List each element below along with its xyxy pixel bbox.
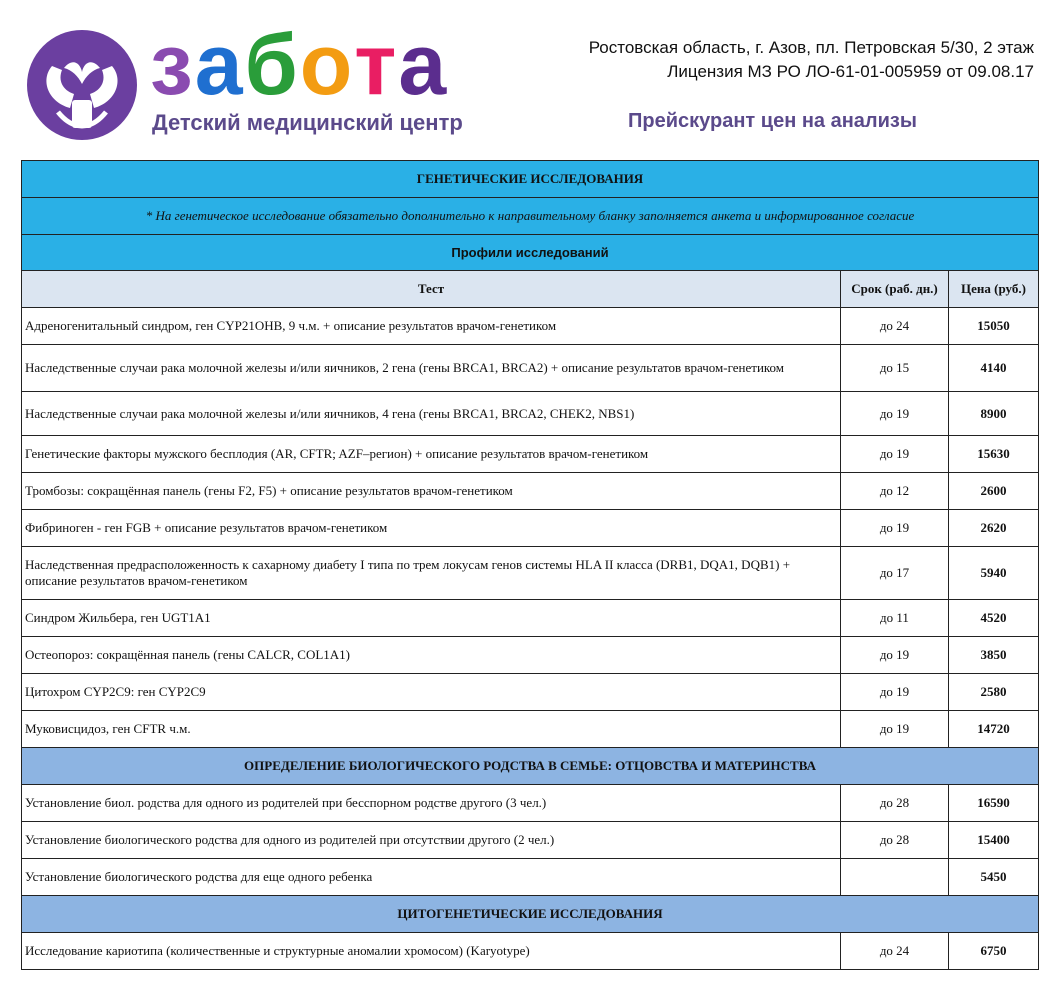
test-term: до 19 xyxy=(841,637,949,674)
test-term: до 24 xyxy=(841,308,949,345)
table-row xyxy=(22,473,1039,510)
test-price: 2620 xyxy=(949,510,1039,547)
brand-letter: з xyxy=(150,17,195,113)
column-header-test: Тест xyxy=(22,271,841,308)
brand-letter: т xyxy=(354,17,399,113)
test-name: Фибриноген - ген FGB + описание результатов врачом-генетиком xyxy=(22,510,841,547)
profiles-label: Профили исследований xyxy=(22,235,1039,271)
test-name: Наследственные случаи рака молочной железы и/или яичников, 4 гена (гены BRCA1, BRCA2, CHEK2, NBS1) xyxy=(22,392,841,436)
test-name: Тромбозы: сокращённая панель (гены F2, F5) + описание результатов врачом-генетиком xyxy=(22,473,841,510)
profiles-row xyxy=(22,235,1039,271)
test-name: Муковисцидоз, ген CFTR ч.м. xyxy=(22,711,841,748)
test-name: Адреногенитальный синдром, ген CYP21OHB, 9 ч.м. + описание результатов врачом-генетиком xyxy=(22,308,841,345)
genetic-note: * На генетическое исследование обязательно дополнительно к направительному бланку заполняется анкета и информированное согласие xyxy=(22,198,1039,235)
test-term: до 28 xyxy=(841,822,949,859)
table-row xyxy=(22,822,1039,859)
care-emblem-icon xyxy=(22,28,142,142)
section-genetic-title: ГЕНЕТИЧЕСКИЕ ИССЛЕДОВАНИЯ xyxy=(22,161,1039,198)
test-name: Остеопороз: сокращённая панель (гены CALCR, COL1A1) xyxy=(22,637,841,674)
test-price: 2600 xyxy=(949,473,1039,510)
test-name: Наследственная предрасположенность к сахарному диабету I типа по трем локусам генов системы HLA II класса (DRB1, DQA1, DQB1) + описание результатов врачом-генетиком xyxy=(22,547,841,600)
column-header-price: Цена (руб.) xyxy=(949,271,1039,308)
price-table xyxy=(21,160,1039,970)
section-row xyxy=(22,161,1039,198)
table-row xyxy=(22,308,1039,345)
test-price: 14720 xyxy=(949,711,1039,748)
brand-subtitle: Детский медицинский центр xyxy=(152,110,463,135)
table-row xyxy=(22,510,1039,547)
table-row xyxy=(22,637,1039,674)
table-row xyxy=(22,392,1039,436)
table-row xyxy=(22,785,1039,822)
test-term: до 19 xyxy=(841,436,949,473)
table-row xyxy=(22,345,1039,392)
brand-letter: а xyxy=(194,17,245,113)
test-term: до 19 xyxy=(841,392,949,436)
test-name: Исследование кариотипа (количественные и структурные аномалии хромосом) (Karyotype) xyxy=(22,933,841,970)
test-price: 6750 xyxy=(949,933,1039,970)
address-line: Ростовская область, г. Азов, пл. Петровская 5/30, 2 этаж xyxy=(588,38,1034,57)
test-term: до 11 xyxy=(841,600,949,637)
test-name: Цитохром CYP2C9: ген CYP2C9 xyxy=(22,674,841,711)
test-name: Установление биол. родства для одного из родителей при бесспорном родстве другого (3 чел.) xyxy=(22,785,841,822)
brand-wordmark xyxy=(150,17,449,113)
test-name: Наследственные случаи рака молочной железы и/или яичников, 2 гена (гены BRCA1, BRCA2) + описание результатов врачом-генетиком xyxy=(22,345,841,392)
test-name: Синдром Жильбера, ген UGT1A1 xyxy=(22,600,841,637)
test-term: до 24 xyxy=(841,933,949,970)
table-row xyxy=(22,859,1039,896)
address-block xyxy=(589,36,1034,84)
test-name: Установление биологического родства для еще одного ребенка xyxy=(22,859,841,896)
section-cyto-title: ЦИТОГЕНЕТИЧЕСКИЕ ИССЛЕДОВАНИЯ xyxy=(22,896,1039,933)
brand-letter: о xyxy=(299,17,355,113)
table-row xyxy=(22,547,1039,600)
pricelist-title: Прейскурант цен на анализы xyxy=(628,110,917,132)
test-term: до 19 xyxy=(841,674,949,711)
table-row xyxy=(22,933,1039,970)
test-price: 15400 xyxy=(949,822,1039,859)
test-price: 8900 xyxy=(949,392,1039,436)
test-price: 5450 xyxy=(949,859,1039,896)
test-name: Установление биологического родства для одного из родителей при отсутствии другого (2 чел.) xyxy=(22,822,841,859)
brand-letter: б xyxy=(244,17,300,113)
test-price: 16590 xyxy=(949,785,1039,822)
test-term: до 19 xyxy=(841,510,949,547)
test-term: до 28 xyxy=(841,785,949,822)
column-header-term: Срок (раб. дн.) xyxy=(841,271,949,308)
section-kinship-title: ОПРЕДЕЛЕНИЕ БИОЛОГИЧЕСКОГО РОДСТВА В СЕМЬЕ: ОТЦОВСТВА И МАТЕРИНСТВА xyxy=(22,748,1039,785)
section-row xyxy=(22,748,1039,785)
test-price: 2580 xyxy=(949,674,1039,711)
test-price: 15050 xyxy=(949,308,1039,345)
test-term: до 17 xyxy=(841,547,949,600)
test-price: 15630 xyxy=(949,436,1039,473)
test-price: 5940 xyxy=(949,547,1039,600)
column-header-row xyxy=(22,271,1039,308)
test-price: 3850 xyxy=(949,637,1039,674)
section-row xyxy=(22,896,1039,933)
header xyxy=(0,0,1060,160)
brand-letter: а xyxy=(398,17,449,113)
test-term: до 12 xyxy=(841,473,949,510)
test-price: 4520 xyxy=(949,600,1039,637)
table-row xyxy=(22,600,1039,637)
table-row xyxy=(22,436,1039,473)
test-name: Генетические факторы мужского бесплодия (AR, CFTR; AZF–регион) + описание результатов врачом-генетиком xyxy=(22,436,841,473)
test-term: до 15 xyxy=(841,345,949,392)
table-row xyxy=(22,711,1039,748)
test-term: до 19 xyxy=(841,711,949,748)
note-row xyxy=(22,198,1039,235)
license-line: Лицензия МЗ РО ЛО-61-01-005959 от 09.08.17 xyxy=(667,62,1034,81)
test-term xyxy=(841,859,949,896)
test-price: 4140 xyxy=(949,345,1039,392)
table-row xyxy=(22,674,1039,711)
